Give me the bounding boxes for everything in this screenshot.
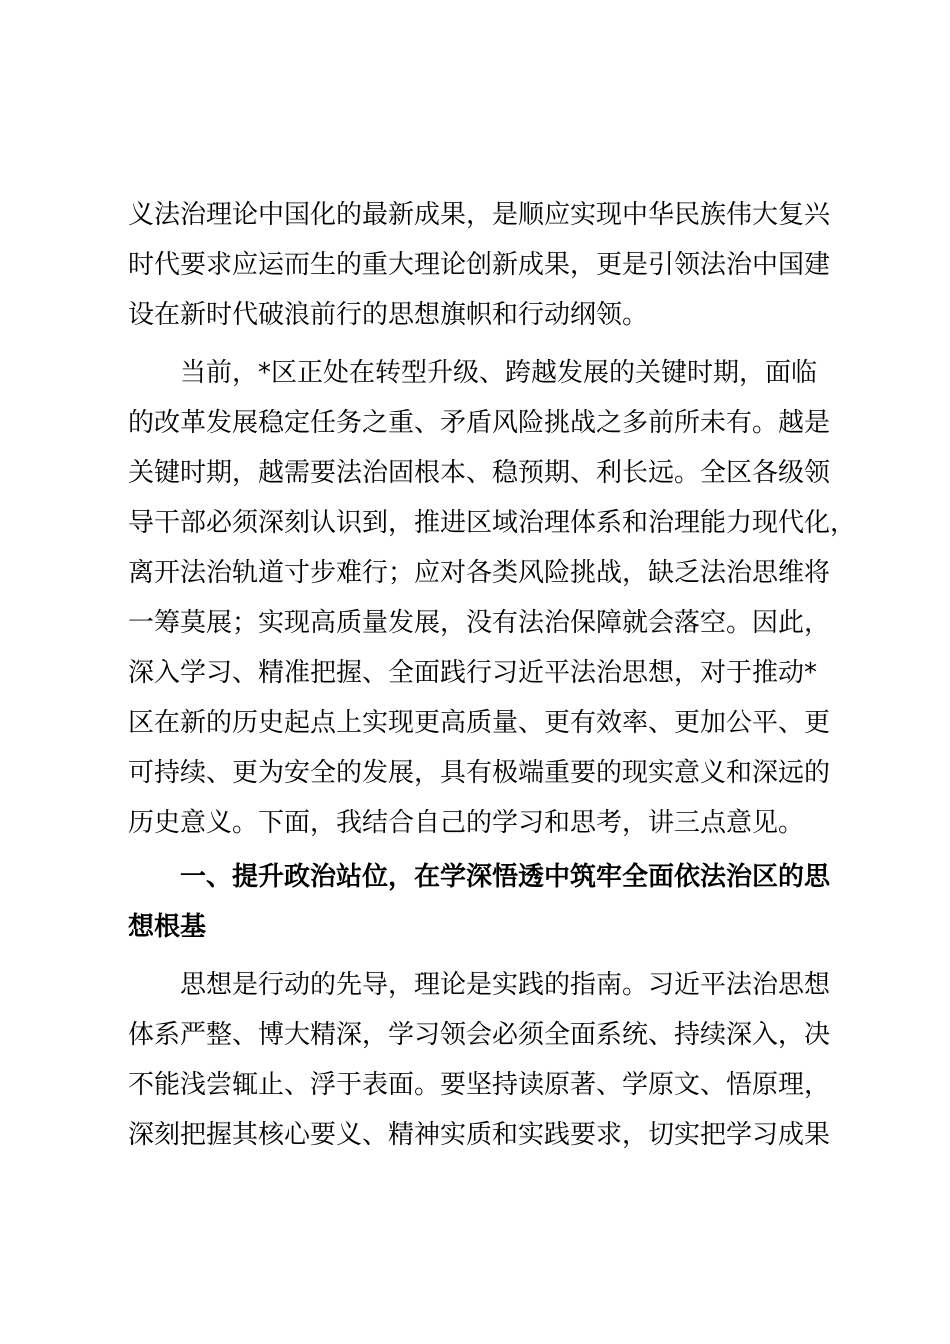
text-line: 离开法治轨道寸步难行；应对各类风险挑战，缺乏法治思维将 bbox=[128, 558, 831, 588]
text-line: 历史意义。下面，我结合自己的学习和思考，讲三点意见。 bbox=[128, 808, 805, 838]
text-line: 当前，*区正处在转型升级、跨越发展的关键时期，面临 bbox=[180, 358, 818, 388]
text-line: 不能浅尝辄止、浮于表面。要坚持读原著、学原文、悟原理， bbox=[128, 1070, 831, 1100]
text-line: 的改革发展稳定任务之重、矛盾风险挑战之多前所未有。越是 bbox=[128, 408, 831, 438]
text-line: 区在新的历史起点上实现更高质量、更有效率、更加公平、更 bbox=[128, 708, 831, 738]
text-line: 思想是行动的先导，理论是实践的指南。习近平法治思想 bbox=[180, 970, 831, 1000]
heading-line: 一、提升政治站位，在学深悟透中筑牢全面依法治区的思 bbox=[180, 862, 831, 892]
heading-line: 想根基 bbox=[128, 912, 207, 942]
text-line: 深刻把握其核心要义、精神实质和实践要求，切实把学习成果 bbox=[128, 1120, 831, 1150]
text-line: 时代要求应运而生的重大理论创新成果，更是引领法治中国建 bbox=[128, 250, 831, 280]
text-line: 体系严整、博大精深，学习领会必须全面系统、持续深入，决 bbox=[128, 1020, 831, 1050]
text-line: 义法治理论中国化的最新成果，是顺应实现中华民族伟大复兴 bbox=[128, 200, 831, 230]
text-line: 一筹莫展；实现高质量发展，没有法治保障就会落空。因此， bbox=[128, 608, 831, 638]
text-line: 关键时期，越需要法治固根本、稳预期、利长远。全区各级领 bbox=[128, 458, 831, 488]
paragraph-continuation bbox=[128, 190, 831, 340]
paragraph-current-situation bbox=[128, 348, 857, 848]
text-line: 设在新时代破浪前行的思想旗帜和行动纲领。 bbox=[128, 300, 649, 330]
section-heading bbox=[128, 852, 831, 952]
paragraph-thought-guidance bbox=[128, 960, 831, 1160]
text-line: 深入学习、精准把握、全面践行习近平法治思想，对于推动* bbox=[128, 658, 818, 688]
text-line: 导干部必须深刻认识到，推进区域治理体系和治理能力现代化， bbox=[128, 508, 857, 538]
text-line: 可持续、更为安全的发展，具有极端重要的现实意义和深远的 bbox=[128, 758, 831, 788]
